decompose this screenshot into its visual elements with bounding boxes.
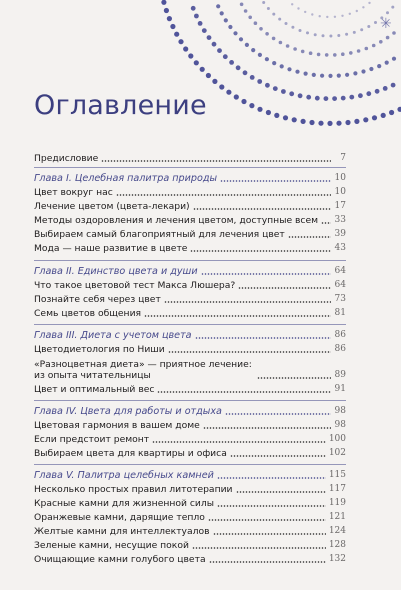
toc-entry-label: Оранжевые камни, дарящие тепло xyxy=(34,512,205,523)
dot-leader xyxy=(201,273,331,275)
ornament-dot xyxy=(191,6,196,11)
toc-entry[interactable] xyxy=(34,445,346,459)
ornament-dot xyxy=(194,14,199,19)
ornament-dot xyxy=(170,24,175,29)
ornament-dot xyxy=(333,53,337,57)
dot-leader xyxy=(164,301,331,303)
dot-leader xyxy=(101,160,331,162)
toc-chapter-title: Глава V. Палитра целебных камней xyxy=(34,470,214,481)
dot-leader xyxy=(157,391,331,393)
ornament-dot xyxy=(198,21,203,26)
toc-page-number: 119 xyxy=(328,498,346,508)
ornament-dot xyxy=(372,44,376,48)
ornament-dot xyxy=(363,117,368,122)
toc-entry[interactable] xyxy=(34,381,346,395)
toc-page-number: 121 xyxy=(328,512,346,522)
ornament-dot xyxy=(392,31,396,35)
toc-chapter-5[interactable] xyxy=(34,467,346,481)
toc-chapter-2[interactable] xyxy=(34,263,346,277)
ornament-dot xyxy=(317,53,321,57)
ornament-dot xyxy=(297,7,299,9)
dot-leader xyxy=(238,287,331,289)
toc-page-number: 7 xyxy=(340,153,346,163)
toc-page-number: 124 xyxy=(328,526,346,536)
dot-leader xyxy=(230,455,326,457)
dot-leader xyxy=(195,337,331,339)
toc-entry-label: Очищающие камни голубого цвета xyxy=(34,554,206,565)
toc-entry-label: Мода — наше развитие в цвете xyxy=(34,243,188,254)
ornament-dot xyxy=(391,6,394,9)
ornament-dot xyxy=(345,33,348,36)
toc-chapter-title: Глава I. Целебная палитра природы xyxy=(34,173,218,184)
toc-chapter-1[interactable] xyxy=(34,170,346,184)
ornament-dot xyxy=(299,29,302,32)
ornament-dot xyxy=(318,121,323,126)
ornament-dot xyxy=(304,72,308,76)
ornament-dot xyxy=(375,89,380,94)
ornament-dot xyxy=(200,67,205,72)
ornament-dot xyxy=(286,44,290,48)
dot-leader xyxy=(168,351,331,353)
ornament-dot xyxy=(329,35,332,38)
toc-page-number: 64 xyxy=(334,280,346,290)
ornament-dot xyxy=(274,113,279,118)
ornament-dot xyxy=(241,99,246,104)
ornament-dot xyxy=(301,119,306,124)
ornament-dot xyxy=(217,48,222,53)
ornament-dot xyxy=(389,110,394,115)
ornament-dot xyxy=(391,83,396,88)
dot-leader xyxy=(213,533,326,535)
ornament-dot xyxy=(287,67,291,71)
ornament-dot xyxy=(228,25,232,29)
ornament-dot xyxy=(311,13,313,15)
ornament-dot xyxy=(392,57,396,61)
toc-entry-label: Методы оздоровления и лечения цветом, доступные всем xyxy=(34,215,319,226)
ornament-dot xyxy=(266,110,271,115)
page-title: Оглавление xyxy=(34,90,207,121)
toc-page-number: 10 xyxy=(334,187,346,197)
ornament-dot xyxy=(236,65,241,70)
toc-entry[interactable] xyxy=(34,291,346,305)
ornament-dot xyxy=(324,96,329,101)
ornament-dot xyxy=(298,93,303,98)
dot-leader xyxy=(203,427,331,429)
dot-leader xyxy=(208,519,326,521)
ornament-dot xyxy=(292,117,297,122)
ornament-dot xyxy=(239,37,243,41)
ornament-dot xyxy=(265,32,269,36)
toc-chapter-3[interactable] xyxy=(34,327,346,341)
toc-page-number: 100 xyxy=(328,434,346,444)
toc-entry[interactable] xyxy=(34,341,346,355)
ornament-dot xyxy=(164,8,169,13)
ornament-dot xyxy=(337,34,340,37)
ornament-dot xyxy=(251,48,255,52)
ornament-dot xyxy=(341,96,346,101)
toc-entry[interactable] xyxy=(34,277,346,291)
ornament-dot xyxy=(188,53,193,58)
ornament-dot xyxy=(289,91,294,96)
ornament-dot xyxy=(345,73,349,77)
toc-entry[interactable] xyxy=(34,509,346,523)
ornament-dot xyxy=(234,94,239,99)
toc-entry[interactable] xyxy=(34,184,346,198)
chapter-separator-line xyxy=(34,260,346,261)
dot-leader xyxy=(217,505,326,507)
ornament-dot xyxy=(361,69,365,73)
toc-page-number: 43 xyxy=(334,243,346,253)
ornament-dot xyxy=(273,86,278,91)
dot-leader xyxy=(144,315,331,317)
ornament-dot xyxy=(178,39,183,44)
ornament-dot xyxy=(386,11,389,14)
ornament-dot xyxy=(360,28,363,31)
ornament-dot xyxy=(326,16,328,18)
ornament-dot xyxy=(325,53,329,57)
dot-leader xyxy=(217,477,326,479)
toc-entry-label: Лечение цветом (цвета-лекари) xyxy=(34,201,190,212)
ornament-dot xyxy=(341,15,343,17)
ornament-dot xyxy=(293,47,297,51)
ornament-dot xyxy=(254,21,258,25)
toc-entry[interactable] xyxy=(34,523,346,537)
chapter-separator-line xyxy=(34,167,346,168)
dot-leader xyxy=(209,561,326,563)
ornament-dot xyxy=(278,18,281,21)
ornament-dot xyxy=(306,31,309,34)
ornament-dot xyxy=(381,113,386,118)
toc-entry[interactable] xyxy=(34,226,346,240)
ornament-dot xyxy=(349,13,351,15)
toc-entry[interactable] xyxy=(34,355,346,381)
toc-page-number: 91 xyxy=(334,384,346,394)
ornament-dot xyxy=(372,115,377,120)
toc-entry-preface[interactable] xyxy=(34,150,346,164)
ornament-dot xyxy=(291,26,294,29)
toc-entry-label: Красные камни для жизненной силы xyxy=(34,498,215,509)
chapter-separator-line xyxy=(34,464,346,465)
ornament-dot xyxy=(224,18,228,22)
ornament-dot xyxy=(219,84,224,89)
ornament-dot xyxy=(267,7,270,10)
ornament-dot xyxy=(377,64,381,68)
ornament-dot xyxy=(281,89,286,94)
ornament-dot xyxy=(327,121,332,126)
toc-entry-label: Познайте себя через цвет xyxy=(34,294,161,305)
ornament-dot xyxy=(265,57,269,61)
dot-leader xyxy=(116,194,331,196)
dot-leader xyxy=(236,491,326,493)
ornament-dot xyxy=(357,49,361,53)
ornament-dot xyxy=(212,79,217,84)
ornament-dot xyxy=(341,52,345,56)
ornament-dot xyxy=(194,60,199,65)
ornament-dot xyxy=(279,41,283,45)
ornament-dot xyxy=(301,50,305,54)
ornament-dot xyxy=(309,120,314,125)
ornament-dot xyxy=(386,36,390,40)
toc-page-number: 89 xyxy=(334,370,346,380)
toc-entry-label: Зеленые камни, несущие покой xyxy=(34,540,189,551)
ornament-dot xyxy=(248,15,252,19)
toc-page-number: 98 xyxy=(334,420,346,430)
toc-entry[interactable] xyxy=(34,481,346,495)
ornament-dot xyxy=(206,73,211,78)
ornament-dot xyxy=(280,64,284,68)
toc-page-number: 17 xyxy=(334,201,346,211)
toc-page-number: 10 xyxy=(334,173,346,183)
ornament-dot xyxy=(319,15,321,17)
chapter-separator-line xyxy=(34,400,346,401)
ornament-dot xyxy=(295,70,299,74)
dot-leader xyxy=(257,377,331,379)
toc-entry-label: Предисловие xyxy=(34,153,99,164)
ornament-dot xyxy=(358,93,363,98)
toc-page-number: 132 xyxy=(328,554,346,564)
toc-entry-label: Цвет вокруг нас xyxy=(34,187,113,198)
ornament-dot xyxy=(349,51,353,55)
ornament-dot xyxy=(354,119,359,124)
toc-entry-label: Цветодиетология по Ниши xyxy=(34,344,165,355)
toc-entry-label: Выбираем самый благоприятный для лечения цвет xyxy=(34,229,285,240)
sparkle-icon: ✳ xyxy=(380,16,392,32)
toc-page-number: 64 xyxy=(334,266,346,276)
dot-leader xyxy=(225,413,331,415)
ornament-dot xyxy=(314,33,317,36)
toc-entry-label: Цветовая гармония в вашем доме xyxy=(34,420,200,431)
toc-entry-label: Выбираем цвета для квартиры и офиса xyxy=(34,448,227,459)
ornament-dot xyxy=(285,22,288,25)
ornament-dot xyxy=(202,28,207,33)
ornament-dot xyxy=(353,71,357,75)
ornament-dot xyxy=(233,31,237,35)
ornament-dot xyxy=(283,115,288,120)
ornament-dot xyxy=(183,46,188,51)
ornament-dot xyxy=(262,1,265,4)
ornament-dot xyxy=(379,40,383,44)
ornament-dot xyxy=(337,74,341,78)
ornament-dot xyxy=(212,42,217,47)
ornament-dot xyxy=(272,13,275,16)
dot-leader xyxy=(190,250,331,252)
ornament-dot xyxy=(258,53,262,57)
ornament-dot xyxy=(244,9,248,13)
ornament-dot xyxy=(366,91,371,96)
ornament-dot xyxy=(216,4,220,8)
toc-chapter-title: Глава III. Диета с учетом цвета xyxy=(34,330,192,341)
ornament-dot xyxy=(243,70,248,75)
toc-page-number: 33 xyxy=(334,215,346,225)
toc-entry[interactable] xyxy=(34,551,346,565)
ornament-dot xyxy=(304,11,306,13)
dot-leader xyxy=(220,180,331,182)
dot-leader xyxy=(288,236,331,238)
ornament-dot xyxy=(291,3,293,5)
ornament-dot xyxy=(223,54,228,59)
ornament-dot xyxy=(272,61,276,65)
ornament-dot xyxy=(259,27,263,31)
toc-entry[interactable] xyxy=(34,417,346,431)
ornament-dot xyxy=(328,74,332,78)
toc-entry-label: Если предстоит ремонт xyxy=(34,434,150,445)
toc-entry-label: Желтые камни для интеллектуалов xyxy=(34,526,210,537)
toc-chapter-title: Глава IV. Цвета для работы и отдыха xyxy=(34,406,222,417)
ornament-dot xyxy=(320,74,324,78)
ornament-dot xyxy=(306,95,311,100)
dot-leader xyxy=(152,441,326,443)
ornament-dot xyxy=(312,73,316,77)
toc-entry-label: Семь цветов общения xyxy=(34,308,142,319)
toc-entry-label: «Разноцветная диета» — приятное лечение: из опыта читательницы xyxy=(34,359,252,381)
toc-entry[interactable] xyxy=(34,537,346,551)
toc-entry-label: Что такое цветовой тест Макса Люшера? xyxy=(34,280,236,291)
ornament-dot xyxy=(161,0,166,5)
toc-entry-label: Цвет и оптимальный вес xyxy=(34,384,155,395)
ornament-dot xyxy=(257,107,262,112)
toc-page-number: 117 xyxy=(328,484,346,494)
ornament-dot xyxy=(367,25,370,28)
ornament-dot xyxy=(272,37,276,41)
ornament-dot xyxy=(240,3,244,7)
dot-leader xyxy=(192,547,326,549)
ornament-dot xyxy=(397,107,401,112)
ornament-dot xyxy=(353,31,356,34)
ornament-dot xyxy=(229,60,234,65)
toc-entry-label: Несколько простых правил литотерапии xyxy=(34,484,233,495)
ornament-dot xyxy=(220,11,224,15)
ornament-dot xyxy=(265,83,270,88)
dot-leader xyxy=(321,222,331,224)
ornament-dot xyxy=(315,96,320,101)
ornament-dot xyxy=(257,79,262,84)
ornament-dot xyxy=(374,21,377,24)
ornament-dot xyxy=(349,95,354,100)
toc-entry[interactable] xyxy=(34,431,346,445)
ornament-dot xyxy=(249,103,254,108)
ornament-dot xyxy=(362,6,364,8)
toc-page-number: 73 xyxy=(334,294,346,304)
toc-chapter-title: Глава II. Единство цвета и души xyxy=(34,266,198,277)
toc-entry[interactable] xyxy=(34,212,346,226)
toc-page-number: 98 xyxy=(334,406,346,416)
toc-page-number: 81 xyxy=(334,308,346,318)
ornament-dot xyxy=(322,34,325,37)
ornament-dot xyxy=(345,120,350,125)
ornament-dot xyxy=(365,47,369,51)
toc-entry[interactable] xyxy=(34,495,346,509)
ornament-dot xyxy=(336,121,341,126)
ornament-dot xyxy=(250,75,255,80)
toc-chapter-4[interactable] xyxy=(34,403,346,417)
ornament-dot xyxy=(368,2,370,4)
ornament-dot xyxy=(356,10,358,12)
ornament-dot xyxy=(226,90,231,95)
ornament-dot xyxy=(369,67,373,71)
ornament-dot xyxy=(383,86,388,91)
ornament-dot xyxy=(332,96,337,101)
ornament-dot xyxy=(245,43,249,47)
toc-page-number: 86 xyxy=(334,330,346,340)
ornament-dot xyxy=(334,16,336,18)
toc-page-number: 86 xyxy=(334,344,346,354)
toc-entry[interactable] xyxy=(34,198,346,212)
toc-page-number: 115 xyxy=(328,470,346,480)
toc-page-number: 128 xyxy=(328,540,346,550)
ornament-dot xyxy=(167,16,172,21)
ornament-dot xyxy=(174,32,179,37)
dot-leader xyxy=(193,208,331,210)
ornament-dot xyxy=(207,35,212,40)
toc-entry[interactable] xyxy=(34,305,346,319)
ornament-dot xyxy=(309,51,313,55)
chapter-separator-line xyxy=(34,324,346,325)
toc-page-number: 102 xyxy=(328,448,346,458)
ornament-dot xyxy=(385,61,389,65)
toc-entry[interactable] xyxy=(34,240,346,254)
toc-page-number: 39 xyxy=(334,229,346,239)
